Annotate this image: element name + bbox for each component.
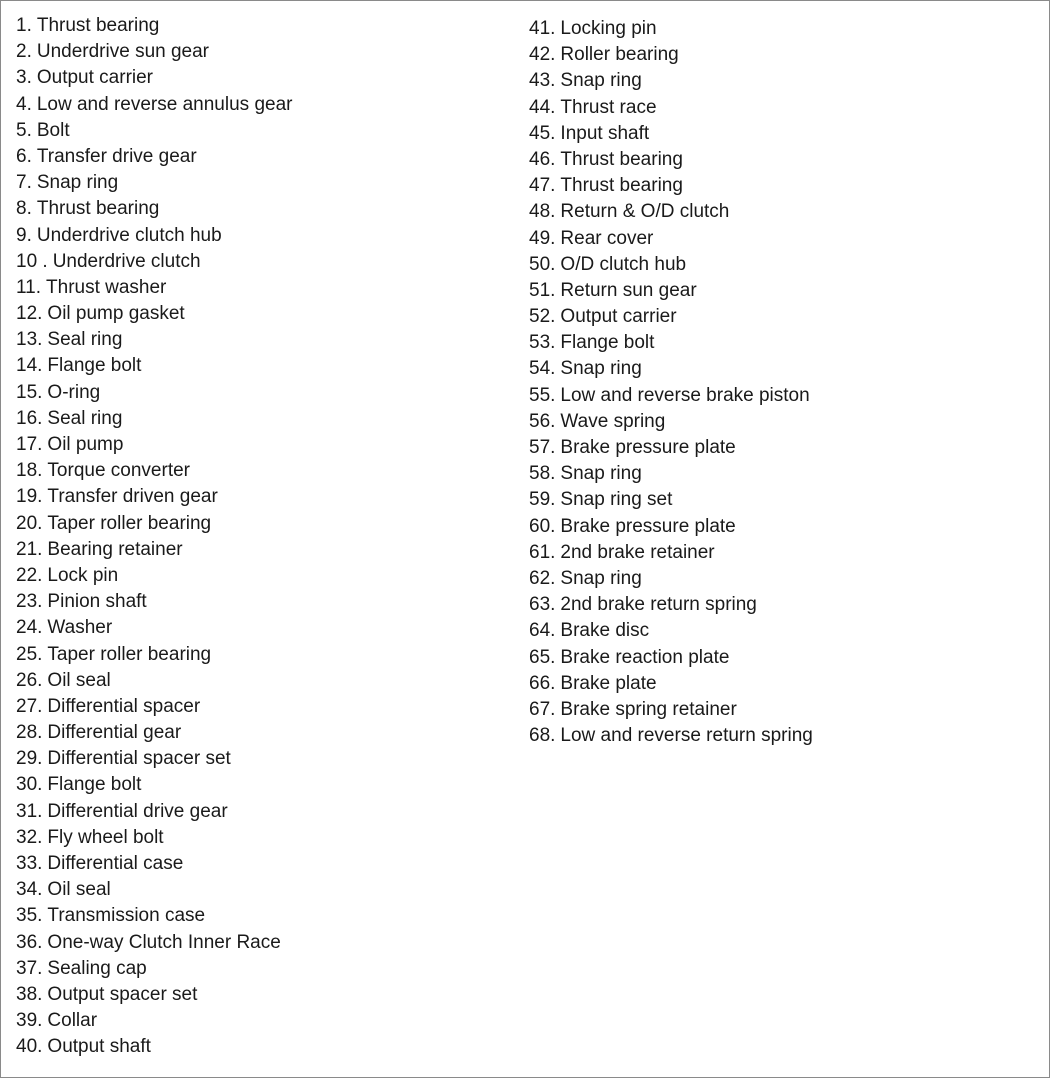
list-item — [16, 877, 292, 903]
item-number: 35. — [16, 905, 43, 927]
list-item — [529, 383, 813, 409]
item-number: 51. — [529, 279, 556, 301]
item-number: 44. — [529, 96, 556, 118]
item-label: Rear cover — [560, 227, 654, 249]
item-label: Taper roller bearing — [47, 512, 212, 534]
item-label: Flange bolt — [560, 332, 655, 354]
list-item — [529, 199, 813, 225]
list-item — [16, 668, 292, 694]
item-label: Snap ring — [560, 70, 642, 92]
item-label: Return & O/D clutch — [560, 201, 730, 223]
list-item — [529, 435, 813, 461]
item-label: Brake pressure plate — [560, 515, 736, 537]
item-number: 56. — [529, 410, 556, 432]
item-number: 1. — [16, 15, 32, 36]
list-item — [529, 566, 813, 592]
item-number: 37. — [16, 957, 43, 979]
list-item — [529, 16, 813, 42]
item-number: 30. — [16, 774, 43, 796]
list-item — [16, 65, 292, 91]
list-item — [529, 226, 813, 252]
item-number: 9. — [16, 224, 32, 246]
list-item — [529, 304, 813, 330]
item-label: Underdrive clutch hub — [36, 224, 222, 246]
item-label: Input shaft — [560, 122, 650, 144]
item-label: Thrust bearing — [560, 148, 683, 170]
item-label: Output carrier — [560, 306, 677, 328]
item-label: Transmission case — [47, 905, 206, 927]
item-number: 21. — [16, 538, 43, 560]
list-item — [529, 540, 813, 566]
list-item — [529, 42, 813, 68]
parts-list-left-column — [16, 13, 292, 1061]
item-label: Brake plate — [560, 672, 657, 694]
list-item — [16, 903, 292, 929]
item-number: 54. — [529, 358, 556, 380]
item-number: 46. — [529, 148, 556, 170]
list-item — [16, 615, 292, 641]
item-number: 59. — [529, 489, 556, 511]
item-label: Thrust bearing — [36, 15, 160, 36]
list-item — [16, 956, 292, 982]
item-number: 26. — [16, 669, 43, 691]
list-item — [16, 1034, 292, 1060]
list-item — [529, 252, 813, 278]
list-item — [16, 563, 292, 589]
item-label: Oil seal — [47, 879, 111, 901]
list-item — [529, 356, 813, 382]
item-number: 10 . — [16, 250, 48, 272]
list-item — [16, 851, 292, 877]
item-number: 45. — [529, 122, 556, 144]
list-item — [16, 511, 292, 537]
list-item — [529, 618, 813, 644]
item-label: Brake pressure plate — [560, 437, 736, 458]
item-label: Differential spacer — [47, 695, 201, 717]
list-item — [529, 95, 813, 121]
item-number: 50. — [529, 253, 556, 275]
item-label: Flange bolt — [47, 774, 142, 796]
item-number: 60. — [529, 515, 556, 537]
item-label: Underdrive sun gear — [36, 41, 210, 63]
item-number: 12. — [16, 303, 43, 325]
list-item — [16, 930, 292, 956]
item-label: Differential drive gear — [47, 800, 228, 822]
list-item — [16, 825, 292, 851]
item-number: 58. — [529, 463, 556, 485]
list-item — [16, 746, 292, 772]
item-label: Thrust race — [560, 96, 657, 118]
list-item — [16, 642, 292, 668]
item-label: Snap ring — [560, 463, 642, 485]
item-label: 2nd brake return spring — [560, 594, 757, 616]
item-label: Locking pin — [560, 18, 657, 39]
item-label: Seal ring — [47, 329, 123, 351]
list-item — [16, 327, 292, 353]
item-label: O-ring — [47, 381, 101, 403]
list-item — [16, 170, 292, 196]
item-number: 11. — [16, 276, 42, 298]
list-item — [16, 982, 292, 1008]
list-item — [16, 13, 292, 39]
item-label: Fly wheel bolt — [47, 826, 164, 848]
item-label: Collar — [47, 1010, 98, 1032]
item-label: Return sun gear — [560, 279, 697, 301]
item-number: 6. — [16, 145, 32, 167]
item-number: 67. — [529, 698, 556, 720]
item-label: Torque converter — [47, 460, 190, 482]
item-label: Snap ring — [36, 172, 119, 194]
item-label: Wave spring — [560, 410, 666, 432]
item-number: 7. — [16, 172, 32, 194]
item-number: 2. — [16, 41, 32, 63]
item-number: 4. — [16, 93, 32, 115]
item-label: Differential spacer set — [47, 748, 231, 770]
list-item — [529, 68, 813, 94]
item-label: Flange bolt — [47, 355, 142, 377]
item-number: 38. — [16, 983, 43, 1005]
item-label: Washer — [47, 617, 113, 639]
item-number: 3. — [16, 67, 32, 89]
item-number: 64. — [529, 620, 556, 642]
item-number: 25. — [16, 643, 43, 665]
item-number: 63. — [529, 594, 556, 616]
list-item — [16, 720, 292, 746]
item-label: Low and reverse annulus gear — [36, 93, 293, 115]
list-item — [529, 461, 813, 487]
item-number: 20. — [16, 512, 43, 534]
item-number: 52. — [529, 306, 556, 328]
item-number: 55. — [529, 384, 556, 406]
item-label: Underdrive clutch — [52, 250, 201, 272]
item-number: 18. — [16, 460, 43, 482]
list-item — [16, 92, 292, 118]
item-number: 23. — [16, 591, 43, 613]
item-number: 5. — [16, 119, 32, 141]
item-number: 27. — [16, 695, 43, 717]
item-label: Brake reaction plate — [560, 646, 730, 668]
list-item — [529, 514, 813, 540]
item-label: Thrust washer — [46, 276, 167, 298]
item-label: Thrust bearing — [560, 175, 683, 197]
item-label: Bolt — [36, 119, 70, 141]
item-number: 28. — [16, 722, 43, 744]
list-item — [16, 458, 292, 484]
item-label: Low and reverse return spring — [560, 725, 813, 747]
item-label: Transfer driven gear — [47, 486, 218, 508]
list-item — [529, 487, 813, 513]
item-label: One-way Clutch Inner Race — [47, 931, 281, 953]
item-number: 33. — [16, 853, 43, 874]
item-label: Output carrier — [36, 67, 154, 89]
list-item — [16, 406, 292, 432]
item-number: 24. — [16, 617, 43, 639]
list-item — [529, 592, 813, 618]
item-label: Thrust bearing — [36, 198, 160, 220]
item-number: 19. — [16, 486, 43, 508]
list-item — [529, 147, 813, 173]
item-label: Oil pump — [47, 434, 124, 455]
list-item — [16, 353, 292, 379]
list-item — [16, 799, 292, 825]
item-number: 48. — [529, 201, 556, 223]
item-label: Output spacer set — [47, 983, 198, 1005]
list-item — [16, 39, 292, 65]
item-number: 65. — [529, 646, 556, 668]
item-label: Bearing retainer — [47, 538, 183, 560]
item-number: 57. — [529, 437, 556, 458]
list-item — [16, 694, 292, 720]
list-item — [529, 121, 813, 147]
item-label: Seal ring — [47, 407, 123, 429]
item-label: Differential gear — [47, 722, 182, 744]
item-number: 68. — [529, 725, 556, 747]
item-label: O/D clutch hub — [560, 253, 687, 275]
item-number: 36. — [16, 931, 43, 953]
list-item — [529, 697, 813, 723]
item-number: 42. — [529, 44, 556, 66]
list-item — [529, 278, 813, 304]
list-item — [529, 645, 813, 671]
item-number: 34. — [16, 879, 43, 901]
item-label: 2nd brake retainer — [560, 541, 715, 563]
item-label: Differential case — [47, 853, 184, 874]
list-item — [529, 671, 813, 697]
item-number: 47. — [529, 175, 556, 197]
item-number: 49. — [529, 227, 556, 249]
item-number: 22. — [16, 564, 43, 586]
item-number: 53. — [529, 332, 556, 354]
list-item — [16, 380, 292, 406]
item-number: 62. — [529, 567, 556, 589]
item-number: 66. — [529, 672, 556, 694]
item-number: 16. — [16, 407, 43, 429]
item-label: Oil pump gasket — [47, 303, 185, 325]
list-item — [16, 118, 292, 144]
item-number: 43. — [529, 70, 556, 92]
list-item — [529, 330, 813, 356]
item-label: Sealing cap — [47, 957, 147, 979]
list-item — [529, 173, 813, 199]
item-label: Roller bearing — [560, 44, 679, 66]
list-item — [16, 223, 292, 249]
list-item — [16, 537, 292, 563]
item-number: 31. — [16, 800, 43, 822]
item-label: Snap ring — [560, 567, 642, 589]
item-label: Snap ring set — [560, 489, 673, 511]
item-number: 39. — [16, 1010, 43, 1032]
item-number: 17. — [16, 434, 43, 455]
list-item — [16, 249, 292, 275]
item-label: Output shaft — [47, 1036, 151, 1058]
list-item — [16, 484, 292, 510]
item-label: Brake disc — [560, 620, 650, 642]
item-number: 14. — [16, 355, 43, 377]
item-number: 15. — [16, 381, 43, 403]
item-number: 61. — [529, 541, 556, 563]
list-item — [16, 1008, 292, 1034]
list-item — [16, 772, 292, 798]
list-item — [529, 409, 813, 435]
list-item — [529, 723, 813, 749]
item-number: 41. — [529, 18, 556, 39]
parts-list-right-column — [529, 16, 813, 749]
list-item — [16, 144, 292, 170]
item-label: Low and reverse brake piston — [560, 384, 810, 406]
item-label: Pinion shaft — [47, 591, 147, 613]
item-label: Snap ring — [560, 358, 642, 380]
item-label: Taper roller bearing — [47, 643, 212, 665]
list-item — [16, 301, 292, 327]
item-number: 40. — [16, 1036, 43, 1058]
list-item — [16, 196, 292, 222]
item-label: Oil seal — [47, 669, 111, 691]
item-number: 29. — [16, 748, 43, 770]
item-label: Lock pin — [47, 564, 119, 586]
list-item — [16, 432, 292, 458]
item-number: 32. — [16, 826, 43, 848]
item-number: 13. — [16, 329, 43, 351]
list-item — [16, 275, 292, 301]
list-item — [16, 589, 292, 615]
item-label: Brake spring retainer — [560, 698, 737, 720]
item-number: 8. — [16, 198, 32, 220]
item-label: Transfer drive gear — [36, 145, 197, 167]
